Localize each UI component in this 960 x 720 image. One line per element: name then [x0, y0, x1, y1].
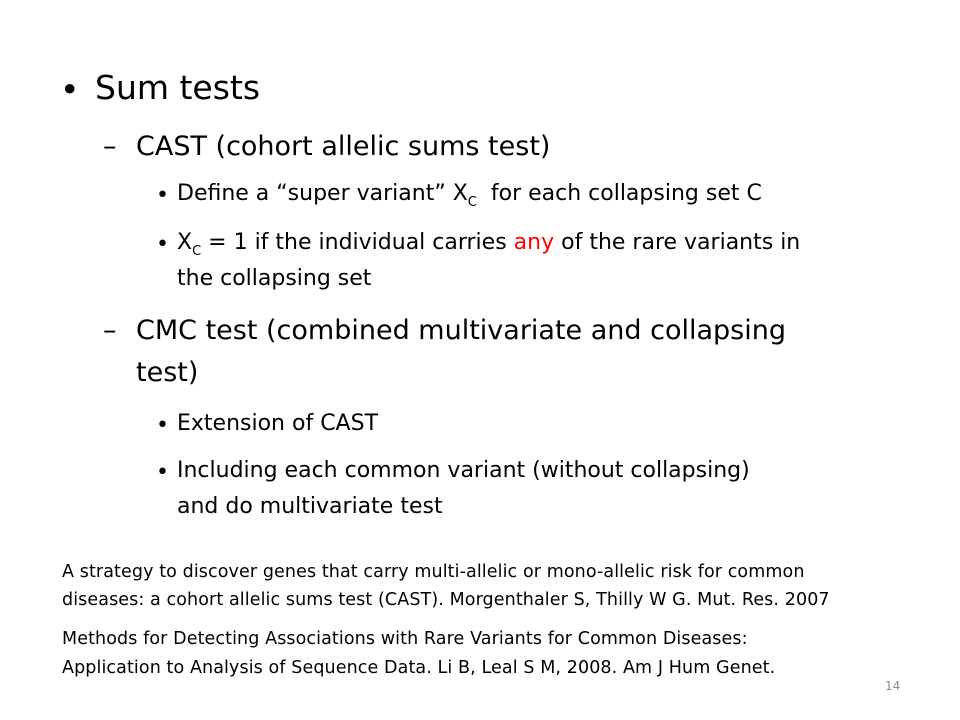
cast-item1-pre: Define a “super variant” X — [177, 181, 468, 206]
bullet-dot: • — [156, 183, 169, 208]
reference-2-line2: Application to Analysis of Sequence Data. Li B, Leal S M, 2008. Am J Hum Genet. — [62, 658, 776, 678]
cast-heading: CAST (cohort allelic sums test) — [136, 131, 551, 162]
cast-item1-post: for each collapsing set C — [476, 181, 762, 206]
cast-item2-continuation: the collapsing set — [177, 266, 372, 291]
cmc-item-including-line1: Including each common variant (without collapsing) — [177, 458, 750, 483]
reference-1-line2: diseases: a cohort allelic sums test (CAST). Morgenthaler S, Thilly W G. Mut. Res. 2007 — [62, 590, 830, 610]
bullet-dot: • — [156, 232, 169, 257]
highlight-any: any — [513, 230, 555, 255]
cast-item2-post: of the rare variants in — [554, 230, 801, 255]
bullet-dot: • — [60, 70, 80, 109]
bullet-dot: • — [156, 413, 169, 438]
cast-item2-pre: = 1 if the individual carries — [201, 230, 514, 255]
cmc-heading-line2: test) — [136, 357, 199, 388]
reference-1-line1: A strategy to discover genes that carry multi-allelic or mono-allelic risk for common — [62, 562, 805, 582]
subscript-c: C — [467, 195, 477, 210]
cmc-heading-line1: CMC test (combined multivariate and collapsing — [136, 315, 787, 346]
dash-marker: – — [103, 315, 117, 346]
cmc-item-including-line2: and do multivariate test — [177, 494, 443, 519]
page-number: 14 — [885, 679, 901, 693]
dash-marker: – — [103, 131, 117, 162]
cmc-item-extension: Extension of CAST — [177, 411, 379, 436]
subscript-c: C — [192, 244, 202, 259]
cast-item-xc-definition — [177, 230, 801, 259]
cast-item-define-super-variant — [177, 181, 762, 210]
xc-symbol: X — [177, 230, 193, 255]
heading-sum-tests: Sum tests — [95, 68, 261, 107]
reference-2-line1: Methods for Detecting Associations with Rare Variants for Common Diseases: — [62, 629, 748, 649]
bullet-dot: • — [156, 460, 169, 485]
